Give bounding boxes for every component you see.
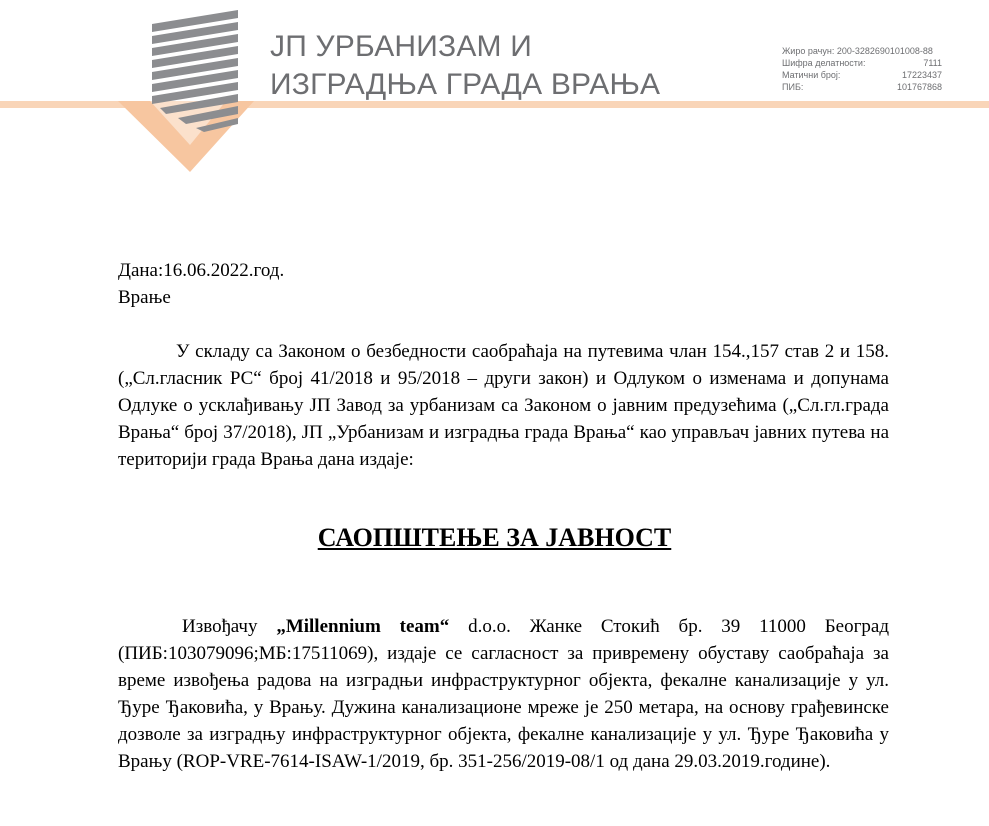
registry-label: Шифра делатности:	[782, 58, 866, 68]
org-name-line1: ЈП УРБАНИЗАМ И	[270, 30, 533, 63]
registry-label: ПИБ:	[782, 82, 804, 92]
org-name-line2: ИЗГРАДЊА ГРАДА ВРАЊА	[270, 68, 661, 101]
body-prefix: Извођачу	[182, 616, 277, 637]
registry-label: Матични број:	[782, 70, 841, 80]
registry-row	[782, 45, 942, 57]
body-paragraph	[118, 613, 889, 775]
registry-info	[782, 45, 942, 93]
intro-paragraph	[118, 338, 889, 473]
organization-name	[270, 28, 660, 104]
registry-value: 17223437	[901, 70, 942, 80]
document-place: Врање	[118, 287, 171, 308]
registry-row	[782, 81, 942, 93]
body-text: d.o.o. Жанке Стокић бр. 39 11000 Београд (ПИБ:103079096;МБ:17511069), издаје се сагласност за привремену обуставу саобраћаја за време извођења радова на изградњи инфраструктурног објекта, фекалне канализације у ул. Ђуре Ђаковића, у Врању. Дужина канализационе мреже је 250 метара, на основу грађевинске дозволе за изградњу инфраструктурног објекта, фекалне канализације у ул. Ђуре Ђаковића у Врању (ROP-VRE-7614-ISAW-1/2019, бр. 351-256/2019-08/1 од дана 29.03.2019.године).	[118, 616, 889, 772]
registry-row	[782, 69, 942, 81]
document-title: САОПШТЕЊЕ ЗА ЈАВНОСТ	[317, 523, 672, 552]
date-place-block	[118, 257, 284, 311]
intro-text: У складу са Законом о безбедности саобраћаја на путевима члан 154.,157 став 2 и 158. („Сл.гласник РС“ број 41/2018 и 95/2018 – други закон) и Одлуком о изменама и допунама Одлуке о усклађивању ЈП Завод за урбанизам са Законом о јавним предузећима („Сл.гл.града Врања“ број 37/2018), ЈП „Урбанизам и изградња града Врања“ као управљач јавних путева на територији града Врања дана издаје:	[118, 341, 889, 470]
registry-value: 101767868	[896, 82, 942, 92]
document-date: Дана:16.06.2022.год.	[118, 260, 285, 281]
registry-row	[782, 57, 942, 69]
contractor-name: „Millennium team“	[276, 616, 450, 637]
registry-value: 7111	[923, 58, 942, 68]
registry-label: Жиро рачун: 200-3282690101008-88	[782, 46, 933, 56]
